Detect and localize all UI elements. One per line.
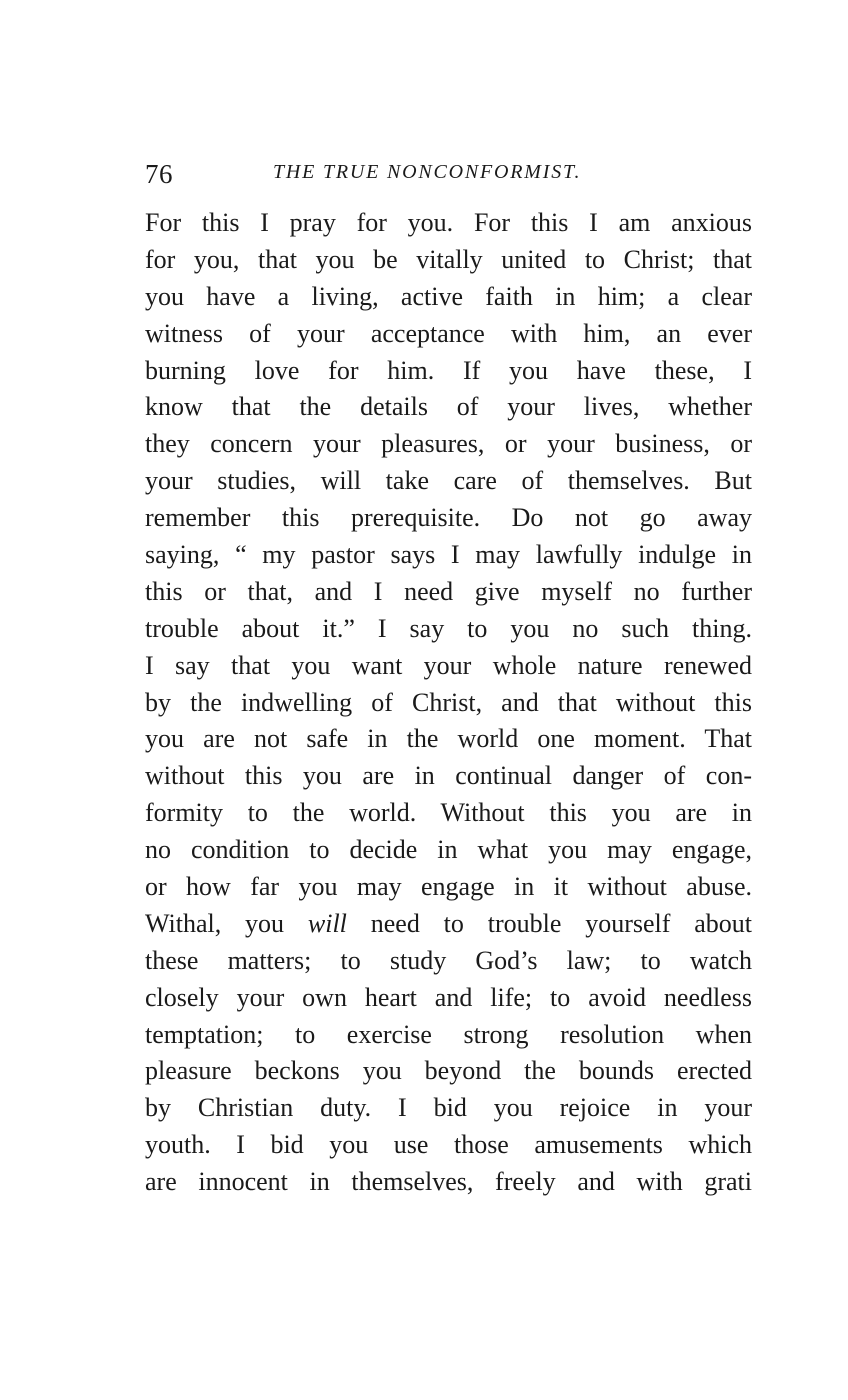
text-line: closely your own heart and life; to avoid needless [145,982,752,1012]
text-line: temptation; to exercise strong resolution when [145,1019,752,1049]
page-header [145,152,755,192]
text-segment: need to trouble yourself about [346,908,752,938]
body-text [145,205,752,1201]
text-line: are innocent in themselves, freely and with grati [145,1167,752,1197]
text-line: youth. I bid you use those amusements which [145,1130,752,1160]
text-line: without this you are in continual danger of con- [145,761,752,791]
text-line: burning love for him. If you have these, I [145,355,752,385]
text-line: formity to the world. Without this you are in [145,798,752,828]
text-line: this or that, and I need give myself no further [145,576,752,606]
running-title: THE TRUE NONCONFORMIST. [273,161,582,183]
emphasized-word: will [307,908,347,938]
text-line: no condition to decide in what you may engage, [145,835,752,865]
text-line: saying, “ my pastor says I may lawfully indulge in [145,540,752,570]
text-line: you have a living, active faith in him; a clear [145,281,752,311]
text-line: trouble about it.” I say to you no such thing. [145,613,752,643]
text-line: I say that you want your whole nature renewed [145,650,752,680]
page-number: 76 [145,159,173,189]
text-line: by the indwelling of Christ, and that without this [145,687,752,717]
text-line: for you, that you be vitally united to Christ; that [145,244,752,274]
text-line: these matters; to study God’s law; to watch [145,945,752,975]
text-line-emphasis [145,906,752,943]
text-line: remember this prerequisite. Do not go away [145,503,752,533]
text-line: witness of your acceptance with him, an ever [145,318,752,348]
text-line: you are not safe in the world one moment. That [145,724,752,754]
text-line: your studies, will take care of themselves. But [145,466,752,496]
text-line: or how far you may engage in it without abuse. [145,872,752,902]
text-line: by Christian duty. I bid you rejoice in your [145,1093,752,1123]
text-line: pleasure beckons you beyond the bounds erected [145,1056,752,1086]
text-line: know that the details of your lives, whether [145,392,752,422]
text-line: For this I pray for you. For this I am anxious [145,208,752,237]
text-segment: Withal, you [145,908,308,938]
text-line: they concern your pleasures, or your business, or [145,429,752,459]
